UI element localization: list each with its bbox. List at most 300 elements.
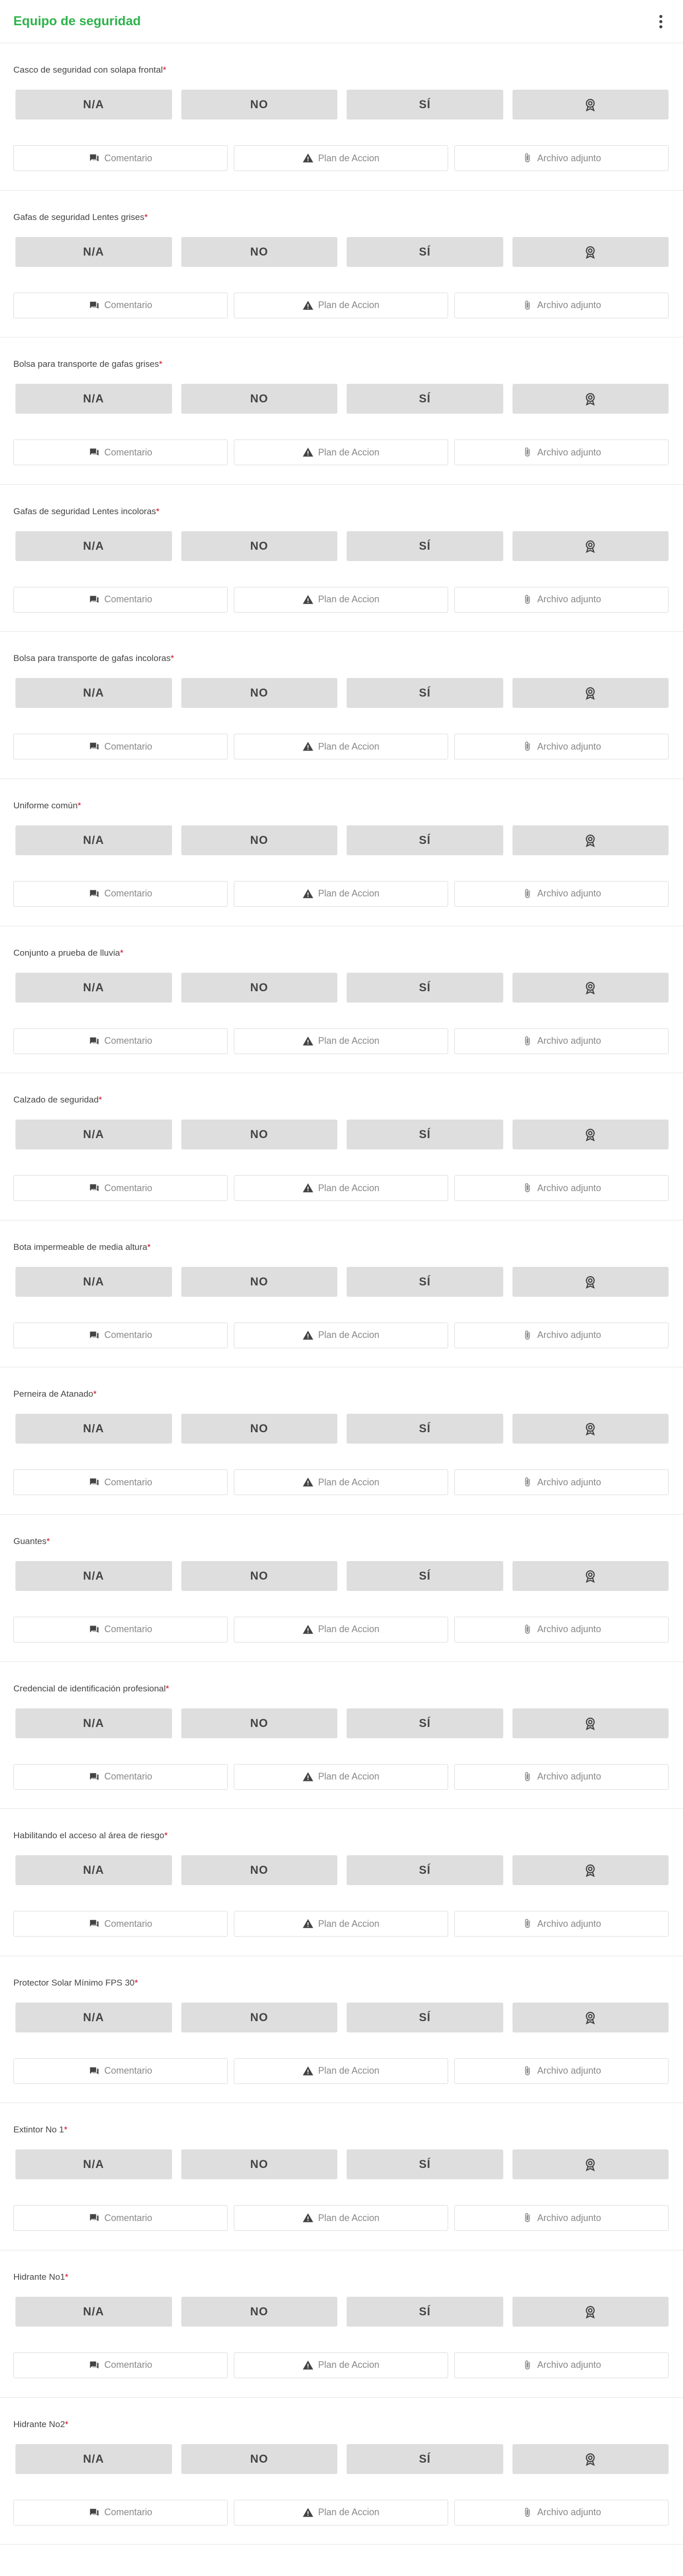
comment-button[interactable] (13, 293, 228, 318)
question-label: Guantes* (13, 1536, 50, 1546)
paperclip-icon (522, 1771, 533, 1783)
comment-icon (89, 594, 100, 605)
attachment-button[interactable] (454, 1323, 669, 1348)
paperclip-icon (522, 447, 533, 458)
attachment-button[interactable] (454, 2058, 669, 2084)
action-plan-button[interactable] (234, 1469, 448, 1495)
answer-no-button[interactable]: NO (181, 1708, 338, 1738)
action-plan-button[interactable] (234, 1911, 448, 1937)
medal-icon (583, 2451, 598, 2467)
warning-icon (302, 1918, 314, 1929)
question-label: Credencial de identificación profesional* (13, 1683, 169, 1693)
answer-options (15, 678, 669, 708)
page-title: Equipo de seguridad (13, 14, 141, 28)
answer-medal-button[interactable] (513, 531, 669, 561)
action-plan-label: Plan de Accion (318, 1036, 380, 1046)
action-plan-label: Plan de Accion (318, 741, 380, 752)
checklist-item (0, 191, 683, 338)
checklist-item (0, 926, 683, 1074)
answer-na-button[interactable]: N/A (15, 1561, 172, 1591)
attachment-button[interactable] (454, 1028, 669, 1054)
answer-na-button[interactable]: N/A (15, 384, 172, 414)
required-marker: * (159, 359, 163, 369)
question-label: Habilitando el acceso al área de riesgo* (13, 1831, 168, 1841)
checklist-item (0, 1956, 683, 2104)
action-plan-button[interactable] (234, 1175, 448, 1201)
answer-yes-button[interactable]: SÍ (347, 2297, 503, 2327)
required-marker: * (156, 506, 160, 516)
answer-yes-button[interactable]: SÍ (347, 1708, 503, 1738)
comment-label: Comentario (104, 2065, 152, 2076)
item-actions (13, 293, 669, 318)
medal-icon (583, 244, 598, 260)
attachment-button[interactable] (454, 2352, 669, 2378)
answer-yes-button[interactable]: SÍ (347, 825, 503, 855)
action-plan-button[interactable] (234, 439, 448, 465)
answer-no-button[interactable]: NO (181, 384, 338, 414)
warning-icon (302, 1771, 314, 1783)
checklist-form (0, 43, 683, 2576)
item-actions (13, 587, 669, 613)
answer-yes-button[interactable]: SÍ (347, 531, 503, 561)
question-label: Bolsa para transporte de gafas incoloras* (13, 653, 174, 664)
answer-medal-button[interactable] (513, 1561, 669, 1591)
attachment-button[interactable] (454, 881, 669, 907)
action-plan-label: Plan de Accion (318, 152, 380, 163)
answer-medal-button[interactable] (513, 825, 669, 855)
checklist-item (0, 1809, 683, 1956)
required-marker: * (98, 1095, 103, 1105)
medal-icon (583, 685, 598, 701)
answer-options (15, 1267, 669, 1297)
paperclip-icon (522, 2212, 533, 2224)
answer-no-button[interactable]: NO (181, 1120, 338, 1149)
action-plan-button[interactable] (234, 145, 448, 171)
warning-icon (302, 1330, 314, 1341)
medal-icon (583, 1862, 598, 1878)
answer-medal-button[interactable] (513, 1855, 669, 1885)
warning-icon (302, 888, 314, 900)
answer-na-button[interactable]: N/A (15, 1855, 172, 1885)
comment-icon (89, 1477, 100, 1488)
paperclip-icon (522, 1036, 533, 1047)
attachment-button[interactable] (454, 1175, 669, 1201)
item-actions (13, 1617, 669, 1642)
medal-icon (583, 2010, 598, 2025)
warning-icon (302, 152, 314, 164)
comment-label: Comentario (104, 594, 152, 605)
attachment-button[interactable] (454, 2205, 669, 2231)
action-plan-button[interactable] (234, 2500, 448, 2526)
item-actions (13, 1911, 669, 1937)
comment-label: Comentario (104, 1182, 152, 1193)
checklist-item (0, 1662, 683, 1809)
attachment-label: Archivo adjunto (537, 1477, 602, 1487)
paperclip-icon (522, 2360, 533, 2371)
comment-icon (89, 2212, 100, 2224)
answer-medal-button[interactable] (513, 678, 669, 708)
action-plan-label: Plan de Accion (318, 2065, 380, 2076)
question-label: Extintor No 1* (13, 2125, 67, 2135)
comment-icon (89, 1624, 100, 1635)
answer-na-button[interactable]: N/A (15, 1708, 172, 1738)
medal-icon (583, 1421, 598, 1436)
comment-button[interactable] (13, 1323, 228, 1348)
answer-no-button[interactable]: NO (181, 90, 338, 120)
paperclip-icon (522, 1182, 533, 1194)
answer-options (15, 384, 669, 414)
answer-na-button[interactable]: N/A (15, 531, 172, 561)
warning-icon (302, 1036, 314, 1047)
action-plan-button[interactable] (234, 1323, 448, 1348)
answer-no-button[interactable]: NO (181, 1267, 338, 1297)
answer-no-button[interactable]: NO (181, 237, 338, 267)
answer-no-button[interactable]: NO (181, 678, 338, 708)
answer-na-button[interactable]: N/A (15, 1267, 172, 1297)
answer-na-button[interactable]: N/A (15, 2444, 172, 2474)
action-plan-label: Plan de Accion (318, 300, 380, 311)
question-label: Hidrante No2* (13, 2419, 69, 2429)
comment-label: Comentario (104, 2507, 152, 2517)
medal-icon (583, 1274, 598, 1290)
action-plan-button[interactable] (234, 1764, 448, 1790)
action-plan-label: Plan de Accion (318, 594, 380, 605)
answer-na-button[interactable]: N/A (15, 973, 172, 1003)
required-marker: * (93, 1389, 97, 1399)
comment-label: Comentario (104, 447, 152, 457)
paperclip-icon (522, 741, 533, 752)
answer-yes-button[interactable]: SÍ (347, 237, 503, 267)
comment-button[interactable] (13, 145, 228, 171)
comment-icon (89, 888, 100, 900)
comment-button[interactable] (13, 881, 228, 907)
answer-medal-button[interactable] (513, 2149, 669, 2179)
paperclip-icon (522, 152, 533, 164)
answer-yes-button[interactable]: SÍ (347, 1855, 503, 1885)
paperclip-icon (522, 1918, 533, 1929)
question-label: Perneira de Atanado* (13, 1389, 97, 1399)
action-plan-label: Plan de Accion (318, 2507, 380, 2517)
medal-icon (583, 391, 598, 406)
item-actions (13, 2058, 669, 2084)
question-label: Hidrante No1* (13, 2272, 69, 2282)
answer-yes-button[interactable]: SÍ (347, 1120, 503, 1149)
page-header (0, 0, 683, 43)
answer-options (15, 2444, 669, 2474)
answer-medal-button[interactable] (513, 1267, 669, 1297)
answer-no-button[interactable]: NO (181, 2297, 338, 2327)
answer-medal-button[interactable] (513, 237, 669, 267)
comment-button[interactable] (13, 1028, 228, 1054)
answer-yes-button[interactable]: SÍ (347, 1414, 503, 1444)
comment-label: Comentario (104, 152, 152, 163)
attachment-button[interactable] (454, 734, 669, 759)
answer-na-button[interactable]: N/A (15, 90, 172, 120)
attachment-button[interactable] (454, 1764, 669, 1790)
checklist-item (0, 485, 683, 632)
comment-label: Comentario (104, 2360, 152, 2370)
attachment-button[interactable] (454, 2500, 669, 2526)
attachment-label: Archivo adjunto (537, 447, 602, 457)
warning-icon (302, 2065, 314, 2077)
comment-button[interactable] (13, 1175, 228, 1201)
checklist-item (0, 337, 683, 485)
checklist-item (0, 779, 683, 926)
item-actions (13, 881, 669, 907)
action-plan-label: Plan de Accion (318, 888, 380, 899)
answer-na-button[interactable]: N/A (15, 1414, 172, 1444)
answer-medal-button[interactable] (513, 2444, 669, 2474)
attachment-label: Archivo adjunto (537, 2507, 602, 2517)
action-plan-button[interactable] (234, 2205, 448, 2231)
question-label: Gafas de seguridad Lentes incoloras* (13, 506, 160, 516)
comment-icon (89, 1036, 100, 1047)
action-plan-button[interactable] (234, 1617, 448, 1642)
attachment-label: Archivo adjunto (537, 594, 602, 605)
action-plan-label: Plan de Accion (318, 2212, 380, 2223)
comment-label: Comentario (104, 1918, 152, 1929)
warning-icon (302, 1477, 314, 1488)
attachment-label: Archivo adjunto (537, 2212, 602, 2223)
answer-na-button[interactable]: N/A (15, 2149, 172, 2179)
action-plan-button[interactable] (234, 2352, 448, 2378)
answer-options (15, 531, 669, 561)
answer-no-button[interactable]: NO (181, 2003, 338, 2032)
action-plan-button[interactable] (234, 2058, 448, 2084)
required-marker: * (164, 1831, 168, 1841)
attachment-button[interactable] (454, 293, 669, 318)
attachment-label: Archivo adjunto (537, 1330, 602, 1341)
comment-label: Comentario (104, 300, 152, 311)
answer-medal-button[interactable] (513, 1120, 669, 1149)
action-plan-button[interactable] (234, 587, 448, 613)
medal-icon (583, 980, 598, 995)
medal-icon (583, 833, 598, 848)
attachment-button[interactable] (454, 587, 669, 613)
attachment-label: Archivo adjunto (537, 888, 602, 899)
medal-icon (583, 538, 598, 554)
medal-icon (583, 1127, 598, 1142)
required-marker: * (64, 2125, 67, 2135)
answer-options (15, 2297, 669, 2327)
comment-label: Comentario (104, 2212, 152, 2223)
checklist-item (0, 1367, 683, 1515)
answer-options (15, 1561, 669, 1591)
attachment-label: Archivo adjunto (537, 152, 602, 163)
attachment-button[interactable] (454, 1469, 669, 1495)
comment-button[interactable] (13, 2500, 228, 2526)
warning-icon (302, 2507, 314, 2518)
warning-icon (302, 594, 314, 605)
answer-options (15, 825, 669, 855)
action-plan-label: Plan de Accion (318, 1624, 380, 1635)
checklist-item (0, 43, 683, 191)
paperclip-icon (522, 888, 533, 900)
required-marker: * (65, 2419, 69, 2429)
paperclip-icon (522, 1624, 533, 1635)
comment-label: Comentario (104, 1330, 152, 1341)
required-marker: * (46, 1536, 50, 1546)
question-label: Bota impermeable de media altura* (13, 1242, 151, 1252)
answer-options (15, 1120, 669, 1149)
answer-options (15, 1855, 669, 1885)
answer-no-button[interactable]: NO (181, 1855, 338, 1885)
answer-no-button[interactable]: NO (181, 2444, 338, 2474)
warning-icon (302, 300, 314, 311)
answer-yes-button[interactable]: SÍ (347, 2003, 503, 2032)
attachment-label: Archivo adjunto (537, 1771, 602, 1782)
question-label: Bolsa para transporte de gafas grises* (13, 359, 163, 369)
comment-label: Comentario (104, 888, 152, 899)
answer-no-button[interactable]: NO (181, 1414, 338, 1444)
attachment-label: Archivo adjunto (537, 300, 602, 311)
answer-no-button[interactable]: NO (181, 825, 338, 855)
answer-yes-button[interactable]: SÍ (347, 2149, 503, 2179)
warning-icon (302, 447, 314, 458)
answer-options (15, 2149, 669, 2179)
checklist-item (0, 2103, 683, 2250)
paperclip-icon (522, 2065, 533, 2077)
answer-yes-button[interactable]: SÍ (347, 1561, 503, 1591)
comment-button[interactable] (13, 1911, 228, 1937)
item-actions (13, 734, 669, 759)
checklist-item (0, 1221, 683, 1368)
item-actions (13, 1175, 669, 1201)
answer-yes-button[interactable]: SÍ (347, 973, 503, 1003)
answer-no-button[interactable]: NO (181, 973, 338, 1003)
warning-icon (302, 741, 314, 752)
answer-na-button[interactable]: N/A (15, 2003, 172, 2032)
action-plan-label: Plan de Accion (318, 2360, 380, 2370)
answer-medal-button[interactable] (513, 973, 669, 1003)
item-actions (13, 2205, 669, 2231)
answer-options (15, 1708, 669, 1738)
question-label: Gafas de seguridad Lentes grises* (13, 212, 148, 222)
paperclip-icon (522, 300, 533, 311)
attachment-button[interactable] (454, 145, 669, 171)
comment-label: Comentario (104, 1624, 152, 1635)
required-marker: * (170, 653, 174, 664)
paperclip-icon (522, 1330, 533, 1341)
comment-button[interactable] (13, 1469, 228, 1495)
action-plan-button[interactable] (234, 734, 448, 759)
answer-yes-button[interactable]: SÍ (347, 384, 503, 414)
comment-icon (89, 1918, 100, 1929)
answer-na-button[interactable]: N/A (15, 825, 172, 855)
checklist-item (0, 1515, 683, 1662)
answer-na-button[interactable]: N/A (15, 678, 172, 708)
comment-icon (89, 1182, 100, 1194)
attachment-label: Archivo adjunto (537, 1918, 602, 1929)
comment-button[interactable] (13, 1764, 228, 1790)
required-marker: * (165, 1683, 169, 1693)
comment-label: Comentario (104, 741, 152, 752)
warning-icon (302, 1624, 314, 1635)
item-actions (13, 1323, 669, 1348)
comment-icon (89, 741, 100, 752)
action-plan-label: Plan de Accion (318, 1182, 380, 1193)
attachment-button[interactable] (454, 1617, 669, 1642)
attachment-label: Archivo adjunto (537, 741, 602, 752)
item-actions (13, 1764, 669, 1790)
answer-medal-button[interactable] (513, 2297, 669, 2327)
answer-na-button[interactable]: N/A (15, 1120, 172, 1149)
item-actions (13, 2500, 669, 2526)
required-marker: * (119, 947, 124, 958)
attachment-button[interactable] (454, 1911, 669, 1937)
question-label: Conjunto a prueba de lluvia* (13, 947, 124, 958)
comment-icon (89, 447, 100, 458)
paperclip-icon (522, 2507, 533, 2518)
answer-medal-button[interactable] (513, 90, 669, 120)
action-plan-label: Plan de Accion (318, 447, 380, 457)
comment-button[interactable] (13, 2352, 228, 2378)
answer-no-button[interactable]: NO (181, 531, 338, 561)
item-actions (13, 2352, 669, 2378)
action-plan-button[interactable] (234, 1028, 448, 1054)
answer-options (15, 90, 669, 120)
answer-yes-button[interactable]: SÍ (347, 2444, 503, 2474)
action-plan-label: Plan de Accion (318, 1771, 380, 1782)
comment-button[interactable] (13, 2205, 228, 2231)
answer-options (15, 1414, 669, 1444)
attachment-label: Archivo adjunto (537, 1036, 602, 1046)
required-marker: * (65, 2272, 69, 2282)
item-actions (13, 1028, 669, 1054)
more-options-icon[interactable] (653, 11, 669, 32)
answer-no-button[interactable]: NO (181, 1561, 338, 1591)
comment-icon (89, 152, 100, 164)
question-label: Uniforme común* (13, 800, 81, 810)
comment-button[interactable] (13, 734, 228, 759)
comment-button[interactable] (13, 1617, 228, 1642)
answer-medal-button[interactable] (513, 384, 669, 414)
comment-label: Comentario (104, 1477, 152, 1487)
attachment-button[interactable] (454, 439, 669, 465)
comment-button[interactable] (13, 2058, 228, 2084)
medal-icon (583, 1568, 598, 1584)
comment-label: Comentario (104, 1771, 152, 1782)
action-plan-button[interactable] (234, 881, 448, 907)
attachment-label: Archivo adjunto (537, 1624, 602, 1635)
paperclip-icon (522, 1477, 533, 1488)
attachment-label: Archivo adjunto (537, 2065, 602, 2076)
answer-medal-button[interactable] (513, 1414, 669, 1444)
answer-na-button[interactable]: N/A (15, 237, 172, 267)
answer-options (15, 973, 669, 1003)
required-marker: * (77, 800, 81, 810)
answer-medal-button[interactable] (513, 2003, 669, 2032)
comment-icon (89, 2065, 100, 2077)
answer-no-button[interactable]: NO (181, 2149, 338, 2179)
medal-icon (583, 97, 598, 112)
answer-na-button[interactable]: N/A (15, 2297, 172, 2327)
comment-button[interactable] (13, 587, 228, 613)
action-plan-button[interactable] (234, 293, 448, 318)
answer-medal-button[interactable] (513, 1708, 669, 1738)
warning-icon (302, 1182, 314, 1194)
item-actions (13, 145, 669, 171)
paperclip-icon (522, 594, 533, 605)
comment-button[interactable] (13, 439, 228, 465)
comment-icon (89, 2360, 100, 2371)
medal-icon (583, 1716, 598, 1731)
answer-yes-button[interactable]: SÍ (347, 1267, 503, 1297)
answer-yes-button[interactable]: SÍ (347, 90, 503, 120)
answer-yes-button[interactable]: SÍ (347, 678, 503, 708)
attachment-label: Archivo adjunto (537, 2360, 602, 2370)
comment-icon (89, 300, 100, 311)
